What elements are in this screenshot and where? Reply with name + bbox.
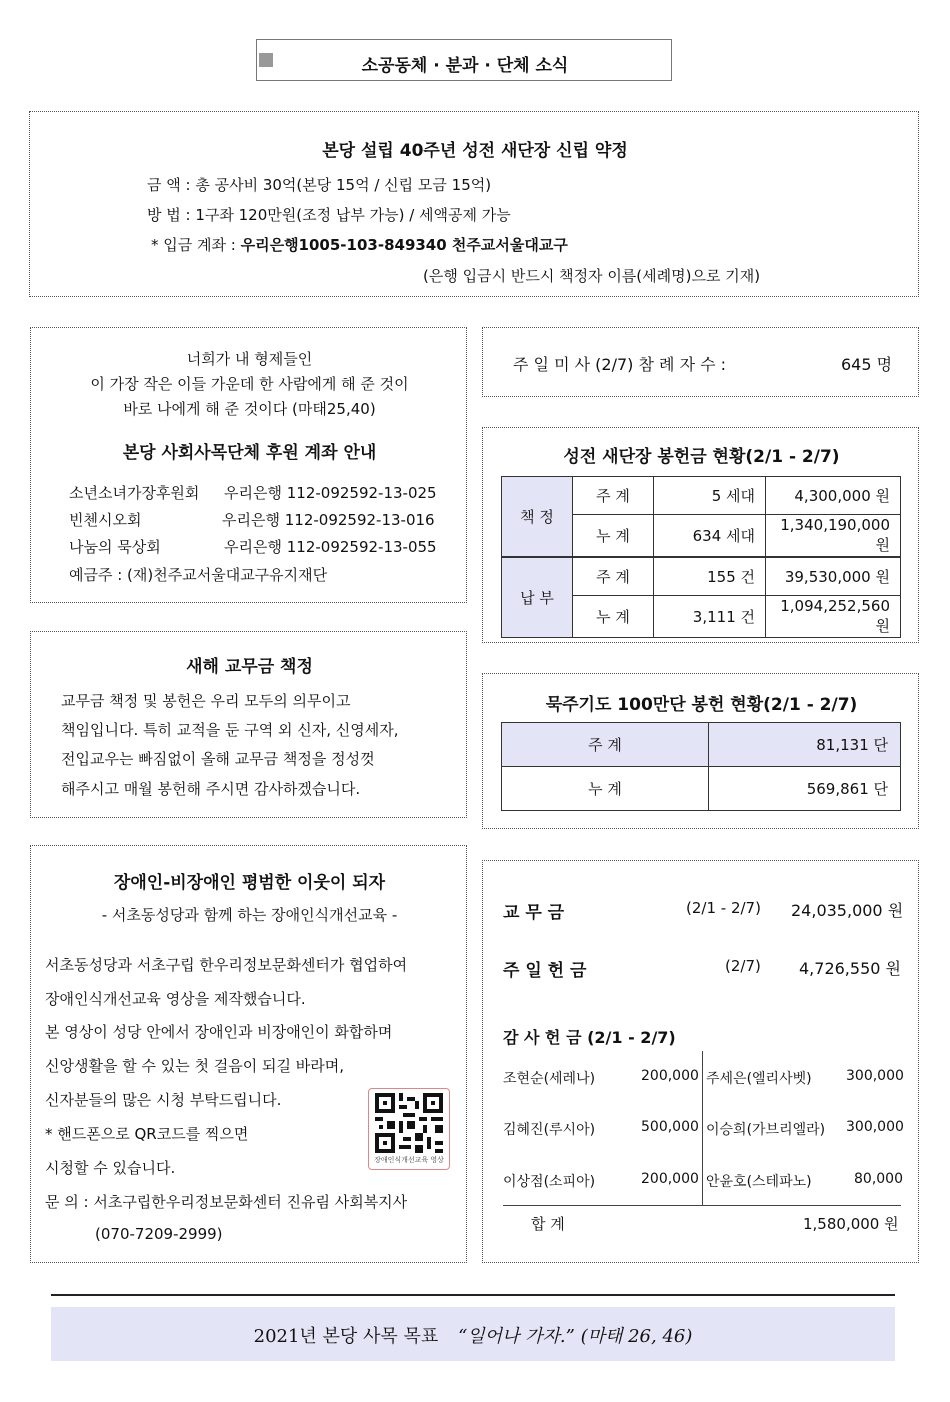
account-bank-2: 우리은행 112-092592-13-016 [222,511,435,529]
thanks-amount: 300,000 [846,1068,904,1084]
thanks-amount: 500,000 [641,1119,699,1135]
qr-code-icon [375,1093,443,1153]
sunday-offering-label: 주 일 헌 금 [503,961,587,981]
rosary-value: 81,131 단 [816,736,888,754]
amount-cell [766,557,901,595]
disability-phone: (070-7209-2999) [95,1225,223,1243]
count-value: 634 세대 [692,527,755,545]
period-label: 주 계 [588,736,622,754]
disability-line-1: 서초동성당과 서초구립 한우리정보문화센터가 협업하여 [45,956,408,974]
renovation-title: 성전 새단장 봉헌금 현황(2/1 - 2/7) [563,447,840,467]
disability-line-6: * 핸드폰으로 QR코드를 찍으면 [45,1125,249,1143]
disability-line-4: 신앙생활을 할 수 있는 첫 걸음이 되길 바라며, [45,1057,344,1075]
support-title: 본당 사회사목단체 후원 계좌 안내 [122,443,377,463]
thanks-name: 이승희(가브리엘라) [706,1122,826,1138]
qr-code[interactable] [368,1088,450,1170]
renovation-table [501,476,901,638]
period-cell [573,595,654,637]
count-value: 3,111 건 [692,607,755,626]
disability-line-5: 신자분들의 많은 시청 부탁드립니다. [45,1091,282,1109]
account-label: * 입금 계좌 : [151,236,241,254]
thanks-name: 안윤호(스테파노) [706,1174,812,1190]
period-label: 누 계 [588,780,622,798]
total-value: 1,580,000 원 [803,1215,899,1233]
disability-line-2: 장애인식개선교육 영상을 제작했습니다. [45,990,306,1008]
disability-title: 장애인-비장애인 평범한 이웃이 되자 [113,873,386,893]
period-cell [573,515,654,558]
rosary-box [482,673,919,829]
attendance-box [482,327,919,397]
table-row [502,723,901,767]
count-cell [654,595,766,637]
group-label: 납 부 [520,588,554,607]
disability-contact: 문 의 : 서초구립한우리정보문화센터 진유림 사회복지사 [45,1193,408,1211]
section-header [256,39,672,81]
period-label: 누 계 [596,607,630,626]
verse-line-2: 이 가장 작은 이들 가운데 한 사람에게 해 준 것이 [90,375,409,393]
table-row [502,767,901,811]
rosary-value: 569,861 단 [806,780,888,798]
sunday-offering-period: (2/7) [725,957,761,975]
header-title: 소공동체 · 분과 · 단체 소식 [361,56,569,76]
account-bank-3: 우리은행 112-092592-13-055 [224,538,437,556]
account-value: 우리은행1005-103-849340 천주교서울대교구 [240,236,568,254]
count-value: 155 건 [707,567,755,586]
attendance-value: 645 명 [841,355,893,374]
dues-offering-period: (2/1 - 2/7) [686,899,761,917]
period-cell [573,477,654,515]
account-bank-1: 우리은행 112-092592-13-025 [224,484,437,502]
period-label: 주 계 [596,487,630,505]
disability-subtitle: - 서초동성당과 함께 하는 장애인식개선교육 - [101,906,398,924]
offerings-box [482,860,919,1263]
disability-box [30,845,467,1263]
amount-cell [766,515,901,558]
group-label: 책 정 [520,508,554,526]
disability-line-7: 시청할 수 있습니다. [45,1159,176,1177]
amount-value: 4,300,000 원 [794,487,890,505]
support-box [30,327,467,603]
verse-line-1: 너희가 내 형제들인 [186,350,313,368]
period-label: 누 계 [596,527,630,545]
dues-line-4: 해주시고 매월 봉헌해 주시면 감사하겠습니다. [61,780,361,798]
footer-rule [51,1294,895,1296]
thanks-amount: 200,000 [641,1171,699,1187]
period-cell [502,723,709,767]
thanks-title: 감 사 헌 금 (2/1 - 2/7) [503,1028,676,1047]
sunday-offering-value: 4,726,550 원 [799,959,901,978]
amount-value: 39,530,000 원 [784,567,890,586]
thanks-divider [702,1051,703,1205]
disability-line-3: 본 영상이 성당 안에서 장애인과 비장애인이 화합하며 [45,1023,393,1041]
pledge-method: 방 법 : 1구좌 120만원(조정 납부 가능) / 세액공제 가능 [147,206,511,224]
total-label: 합 계 [531,1215,565,1233]
renovation-box [482,427,919,643]
count-cell [654,557,766,595]
dues-offering-label: 교 무 금 [503,903,565,923]
pledge-box [29,111,919,297]
dues-line-1: 교무금 책정 및 봉헌은 우리 모두의 의무이고 [61,692,351,710]
dues-offering-value: 24,035,000 원 [791,901,904,920]
rosary-title: 묵주기도 100만단 봉헌 현황(2/1 - 2/7) [545,695,858,715]
account-name-2: 빈첸시오회 [69,511,142,529]
group-cell [502,477,573,558]
value-cell [709,723,901,767]
rosary-table [501,722,901,811]
amount-value: 1,340,190,000 원 [780,516,890,554]
group-cell [502,557,573,637]
dues-title: 새해 교무금 책정 [186,657,313,677]
thanks-amount: 80,000 [854,1171,903,1187]
period-cell [502,767,709,811]
thanks-name: 주세은(엘리사벳) [706,1071,812,1087]
amount-value: 1,094,252,560 원 [780,596,890,635]
verse-line-3: 바로 나에게 해 준 것이다 (마태25,40) [123,400,376,418]
pledge-title: 본당 설립 40주년 성전 새단장 신립 약정 [322,141,628,161]
dues-box [30,631,467,818]
thanks-name: 김혜진(루시아) [503,1122,596,1138]
thanks-name: 이상점(소피아) [503,1174,596,1190]
table-row [502,557,901,595]
footer-label: 2021년 본당 사목 목표 [253,1326,439,1347]
account-name-1: 소년소녀가장후원회 [69,484,200,502]
value-cell [709,767,901,811]
thanks-amount: 300,000 [846,1119,904,1135]
count-cell [654,477,766,515]
footer-banner [51,1307,895,1361]
total-rule [503,1205,901,1206]
pledge-amount: 금 액 : 총 공사비 30억(본당 15억 / 신립 모금 15억) [147,176,492,194]
thanks-amount: 200,000 [641,1068,699,1084]
footer-motto: “일어나 가자.” (마태 26, 46) [458,1326,693,1347]
count-value: 5 세대 [711,487,755,505]
pledge-note: (은행 입금시 반드시 책정자 이름(세례명)으로 기재) [423,267,761,285]
account-name-3: 나눔의 묵상회 [69,538,161,556]
dues-line-3: 전입교우는 빠짐없이 올해 교무금 책정을 정성껏 [61,750,375,768]
period-cell [573,557,654,595]
dues-line-2: 책임입니다. 특히 교적을 둔 구역 외 신자, 신영세자, [61,721,399,739]
amount-cell [766,595,901,637]
account-holder: 예금주 : (재)천주교서울대교구유지재단 [69,566,328,584]
period-label: 주 계 [596,567,630,586]
table-row [502,477,901,515]
amount-cell [766,477,901,515]
qr-caption: 장애인식개선교육 영상 [374,1156,444,1164]
attendance-label: 주 일 미 사 (2/7) 참 례 자 수 : [513,355,727,374]
pledge-account [151,234,568,255]
footer-text [51,1322,895,1348]
thanks-name: 조현순(세레나) [503,1071,596,1087]
count-cell [654,515,766,558]
